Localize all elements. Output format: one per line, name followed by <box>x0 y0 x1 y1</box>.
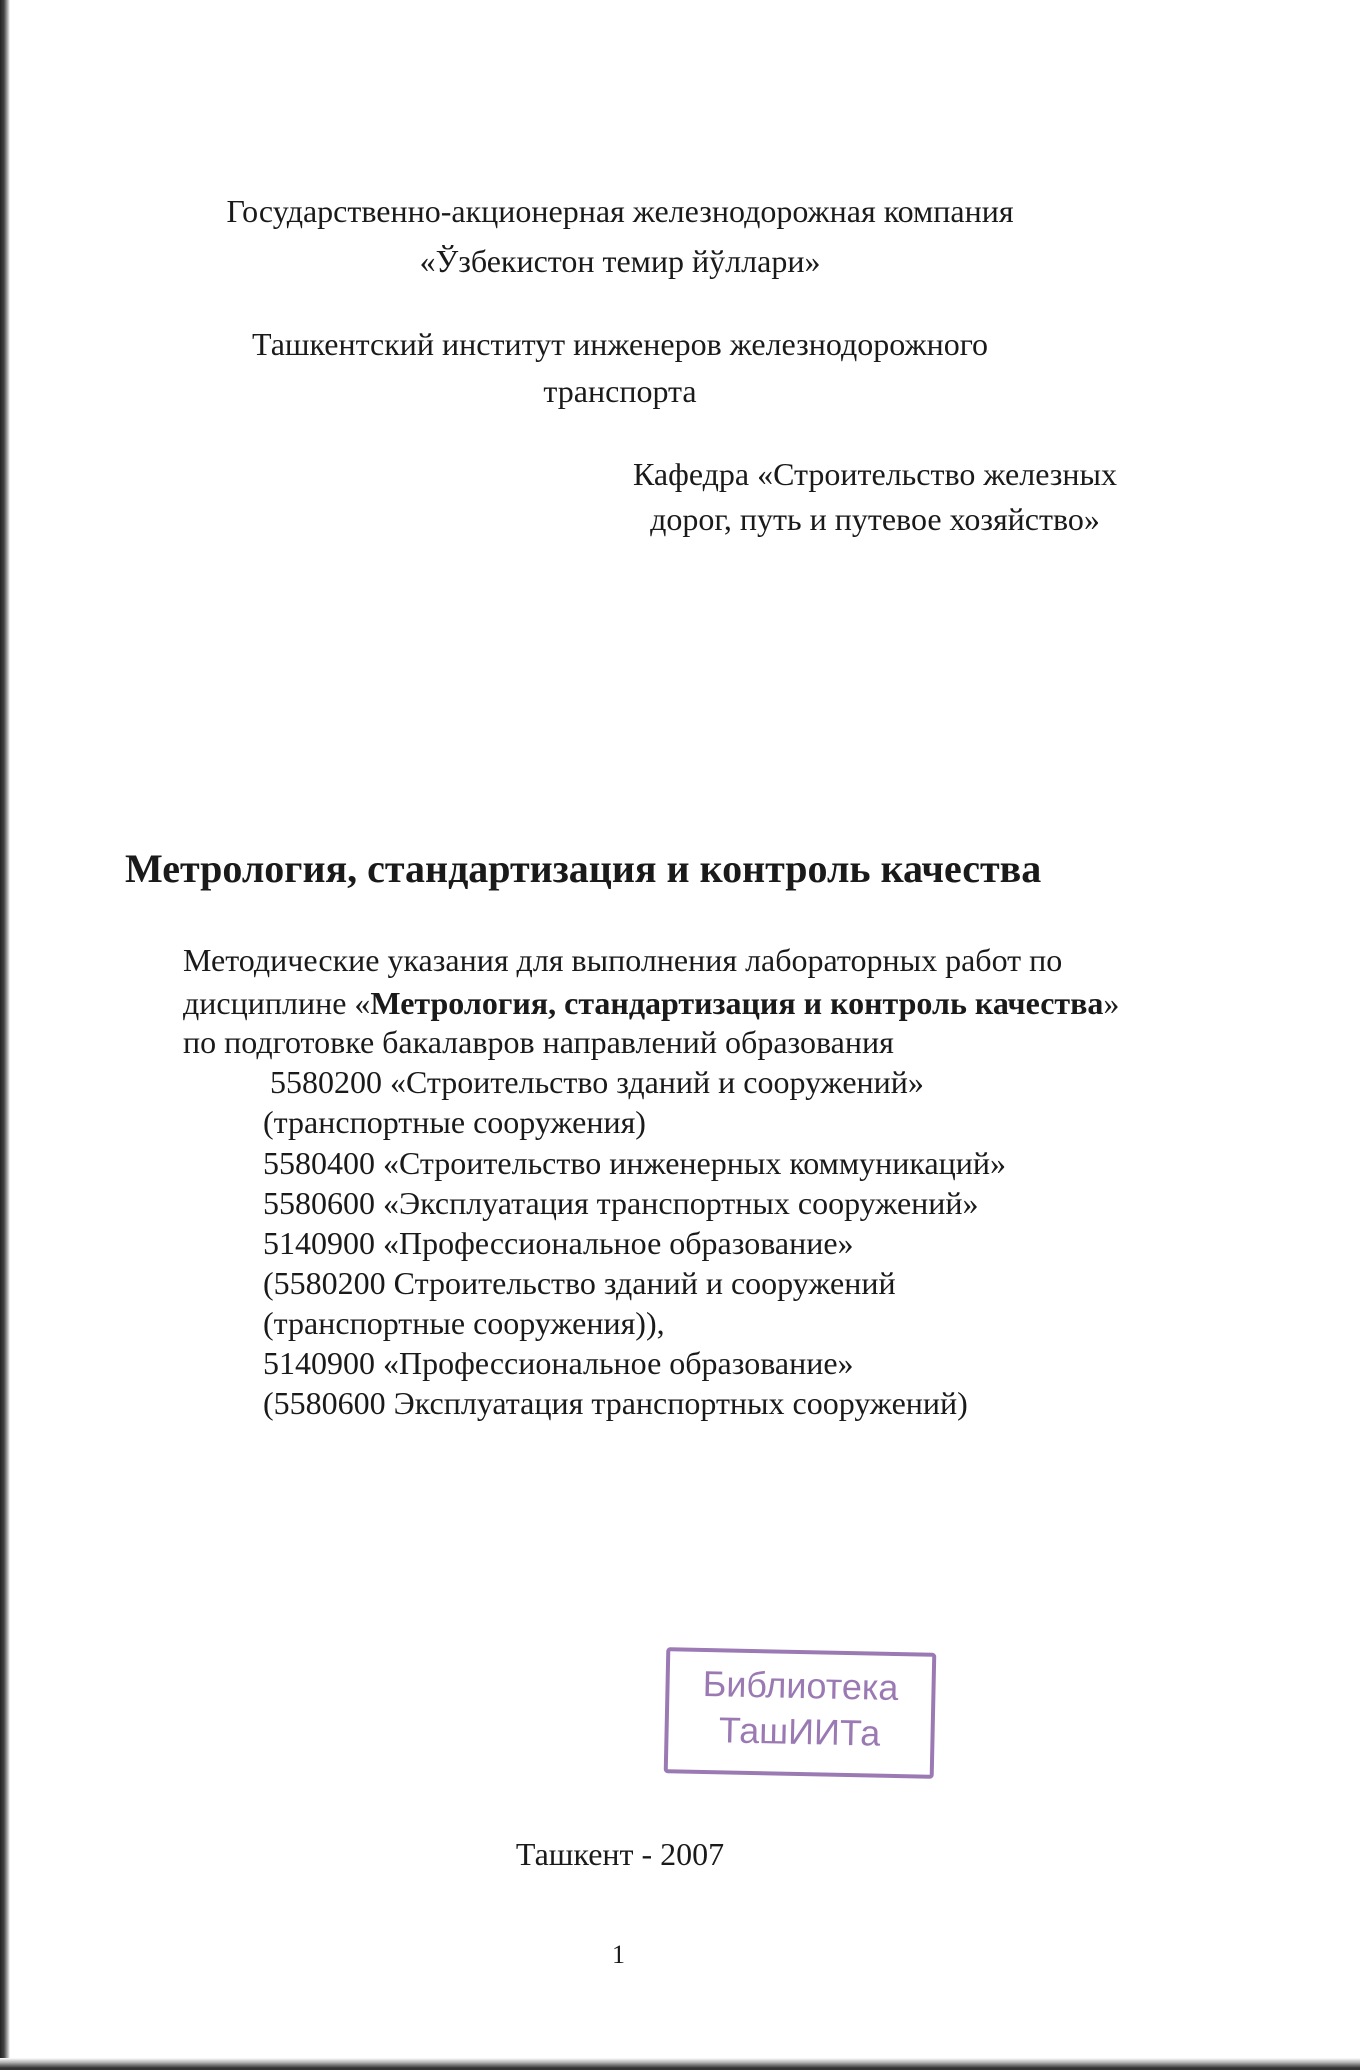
stamp-line-2: ТашИИТа <box>718 1709 881 1754</box>
direction-item: 5580400 «Строительство инженерных коммуникаций» <box>263 1145 1007 1181</box>
description-line-1: Методические указания для выполнения лабораторных работ по <box>183 942 1063 978</box>
institute-name-continued: транспорта <box>543 373 697 409</box>
direction-item: (транспортные сооружения)), <box>263 1305 665 1341</box>
direction-item: (5580600 Эксплуатация транспортных сооружений) <box>263 1385 968 1421</box>
stamp-line-1: Библиотека <box>702 1662 899 1709</box>
scan-bottom-edge <box>0 2058 1360 2070</box>
company-name-uzbek: «Ўзбекистон темир йўллари» <box>419 243 821 279</box>
description-line-3: по подготовке бакалавров направлений образования <box>183 1024 894 1060</box>
discipline-name: Метрология, стандартизация и контроль качества <box>370 985 1104 1021</box>
department-name: Кафедра «Строительство железных <box>632 456 1118 492</box>
page-number: 1 <box>612 1940 625 1969</box>
direction-item: 5140900 «Профессиональное образование» <box>263 1225 854 1261</box>
library-stamp <box>664 1647 937 1779</box>
department-name-continued: дорог, путь и путевое хозяйство» <box>650 501 1100 537</box>
direction-item: 5580600 «Эксплуатация транспортных сооружений» <box>263 1185 979 1221</box>
company-name: Государственно-акционерная железнодорожная компания <box>226 193 1014 229</box>
direction-item: 5140900 «Профессиональное образование» <box>263 1345 854 1381</box>
document-title: Метрология, стандартизация и контроль качества <box>125 846 1042 891</box>
city-year: Ташкент - 2007 <box>515 1836 725 1872</box>
scan-left-edge <box>0 0 10 2070</box>
direction-item: 5580200 «Строительство зданий и сооружений» <box>270 1064 924 1100</box>
institute-name: Ташкентский институт инженеров железнодорожного <box>251 326 989 362</box>
direction-item: (5580200 Строительство зданий и сооружений <box>263 1265 896 1301</box>
direction-item: (транспортные сооружения) <box>263 1104 646 1140</box>
description-line-2: дисциплине «Метрология, стандартизация и контроль качества» <box>183 985 1120 1021</box>
